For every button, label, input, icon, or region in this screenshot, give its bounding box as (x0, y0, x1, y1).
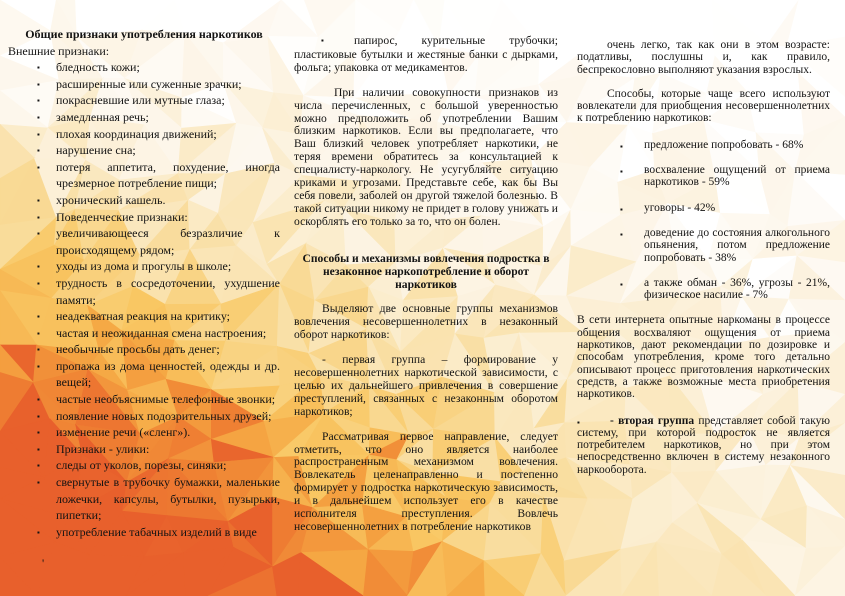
bullet-square-icon: ▪ (577, 417, 580, 427)
bullet-square-icon: ▪ (620, 141, 623, 151)
list-item-text: следы от уколов, порезы, синяки; (56, 458, 227, 473)
middle-column (294, 26, 558, 596)
list-item (577, 277, 830, 302)
list-item (8, 192, 280, 209)
list-item (8, 159, 280, 192)
list-item-text: Поведенческие признаки: (56, 209, 188, 224)
list-item-text: покрасневшие или мутные глаза; (56, 93, 225, 108)
bullet-square-icon: ▪ (37, 162, 40, 172)
bullet-square-icon: ▪ (37, 212, 40, 222)
paraphernalia-continued-paragraph (294, 35, 558, 75)
list-item (8, 109, 280, 126)
first-group-paragraph: - первая группа – формирование у несовершеннолетних наркотической зависимости, с целью их дальнейшего привлечения в совершение преступлений, связанных с незаконным оборотом наркотиков; (294, 353, 558, 418)
easily-involved-paragraph: очень легко, так как они в этом возрасте: податливы, послушны и, как правило, беспрекословно выполняют указания взрослых. (577, 39, 830, 76)
list-item (577, 202, 830, 214)
bullet-square-icon: ▪ (620, 279, 623, 289)
list-item-text: предложение попробовать - 68% (644, 138, 804, 151)
bullet-square-icon: ▪ (37, 195, 40, 205)
bullet-square-icon: ▪ (37, 461, 40, 471)
list-item-text: изменение речи («сленг»). (56, 425, 191, 440)
bullet-square-icon: ▪ (620, 167, 623, 177)
bullet-square-icon: ▪ (37, 278, 40, 288)
list-item-text: пропажа из дома ценностей, одежды и др. вещей; (56, 358, 280, 390)
list-item-text: свернутые в трубочку бумажки, маленькие ложечки, капсулы, бутылки, пузырьки, пипетки; (56, 475, 280, 523)
list-item (8, 59, 280, 76)
list-item-text: восхваление ощущений от приема наркотиков - 59% (644, 164, 830, 189)
list-item-text: нарушение сна; (56, 143, 136, 158)
bullet-square-icon: ▪ (37, 63, 40, 73)
right-column (577, 26, 830, 596)
list-item-text: трудность в сосредоточении, ухудшение памяти; (56, 275, 280, 307)
list-item-text: а также обман - 36%, угрозы - 21%, физическое насилие - 7% (644, 276, 830, 302)
bullet-square-icon: ▪ (37, 395, 40, 405)
second-group-paragraph (577, 415, 830, 476)
list-item (8, 391, 280, 408)
second-group-lead: - вторая группа (610, 414, 695, 427)
list-item (577, 164, 830, 189)
list-item-text: появление новых подозрительных друзей; (56, 408, 272, 423)
bullet-square-icon: ▪ (620, 229, 623, 239)
page-title: Общие признаки употребления наркотиков (25, 27, 263, 41)
advice-paragraph: При наличии совокупности признаков из числа перечисленных, с большой уверенностью можно предположить об употреблении Вашим близким наркотиков. Если вы предполагаете, что Ваш близкий человек употребляет наркотики, не теряя времени обратитесь за консультацией к специалисту-наркологу. Не усугубляйте ситуацию криками и угрозами. Представьте себе, как бы Вы себя повели, заболей он другой тяжелой болезнью. В такой ситуации никому не придет в голову унижать и оскорблять его только за то, что он болен. (294, 85, 558, 228)
bullet-square-icon: ▪ (37, 229, 40, 239)
list-item (8, 325, 280, 342)
list-item-text: замедленная речь; (56, 109, 149, 124)
bullet-square-icon: ▪ (37, 129, 40, 139)
list-item-text: неадекватная реакция на критику; (56, 309, 231, 324)
list-item-text: употребление табачных изделий в виде (56, 524, 257, 539)
list-item (8, 76, 280, 93)
bullet-square-icon: ▪ (37, 478, 40, 488)
left-column (8, 26, 280, 596)
list-item-text: увеличивающееся безразличие к происходящему рядом; (56, 226, 280, 257)
list-item-text: хронический кашель. (56, 192, 166, 207)
list-item-text: Признаки - улики: (56, 441, 150, 456)
list-item (8, 457, 280, 474)
bullet-square-icon: ▪ (321, 36, 345, 45)
list-item (8, 142, 280, 159)
bullet-square-icon: ▪ (37, 79, 40, 89)
list-item (8, 408, 280, 425)
list-item (8, 524, 280, 541)
bullet-square-icon: ▪ (620, 204, 623, 214)
section-heading: Способы и механизмы вовлечения подростка в незаконное наркопотребление и оборот наркотиков (302, 251, 550, 291)
bullet-square-icon: ▪ (37, 361, 40, 371)
bullet-square-icon: ▪ (37, 312, 40, 322)
bullet-square-icon: ▪ (37, 112, 40, 122)
list-item (8, 209, 280, 226)
list-item (8, 474, 280, 524)
list-item (8, 341, 280, 358)
bullet-square-icon: ▪ (37, 345, 40, 355)
list-item (8, 358, 280, 391)
list-item (8, 275, 280, 308)
bullet-square-icon: ▪ (37, 262, 40, 272)
paraphernalia-continued-text: папирос, курительные трубочки; пластиковые бутылки и жестяные банки с дырками, фольга; упаковка от медикаментов. (294, 34, 558, 74)
stray-mark: ' (42, 556, 45, 571)
list-item (8, 225, 280, 258)
list-item-text: потеря аппетита, похудение, иногда чрезмерное потребление пищи; (56, 159, 280, 191)
groups-intro-paragraph: Выделяют две основные группы механизмов вовлечения несовершеннолетних в незаконный оборот наркотиков: (294, 302, 558, 342)
list-item (577, 139, 830, 151)
list-item-text: уходы из дома и прогулы в школе; (56, 259, 232, 274)
list-item-text: расширенные или суженные зрачки; (56, 76, 242, 91)
bullet-square-icon: ▪ (37, 411, 40, 421)
bullet-square-icon: ▪ (37, 328, 40, 338)
list-item-text: необычные просьбы дать денег; (56, 342, 220, 357)
list-item (8, 92, 280, 109)
signs-list (8, 59, 280, 540)
external-signs-label: Внешние признаки: (8, 43, 110, 58)
list-item (8, 258, 280, 275)
bullet-square-icon: ▪ (37, 96, 40, 106)
list-item-text: бледность кожи; (56, 60, 140, 75)
list-item (8, 126, 280, 143)
bullet-square-icon: ▪ (37, 146, 40, 156)
methods-intro-paragraph: Способы, которые чаще всего используют вовлекатели для приобщения несовершеннолетних к потреблению наркотиков: (577, 87, 830, 125)
list-item-text: плохая координация движений; (56, 126, 217, 141)
first-group-detail-paragraph: Рассматривая первое направление, следует отметить, что оно является наиболее распространенным механизмом вовлечения. Вовлекатель целенаправленно и постепенно формирует у подростка наркотическую зависимость, и в дальнейшем использует его в качестве исполнителя преступления. Вовлечь несовершеннолетних в потребление наркотиков (294, 429, 558, 533)
list-item (8, 308, 280, 325)
list-item-text: доведение до состояния алкогольного опьянения, потом предложение попробовать - 38% (644, 226, 830, 264)
methods-list (577, 139, 830, 302)
bullet-square-icon: ▪ (37, 527, 40, 537)
second-group-rest: представляет собой такую систему, при которой подросток не является потребителем наркотиков, но при этом непосредственно включен в систему незаконного наркооборота. (577, 414, 830, 476)
bullet-square-icon: ▪ (37, 444, 40, 454)
list-item (8, 441, 280, 458)
bullet-square-icon: ▪ (37, 428, 40, 438)
list-item-text: частая и неожиданная смена настроения; (56, 325, 267, 340)
list-item-text: частые необъяснимые телефонные звонки; (56, 392, 276, 407)
internet-paragraph: В сети интернета опытные наркоманы в процессе общения восхваляют ощущения от приема наркотиков, дают рекомендации по дозировке и способам употребления, кроме того детально описывают процесс приготовления наркотических средств, а также возможные места приобретения наркотиков. (577, 314, 830, 401)
list-item-text: уговоры - 42% (644, 201, 716, 214)
list-item (577, 227, 830, 264)
list-item (8, 424, 280, 441)
